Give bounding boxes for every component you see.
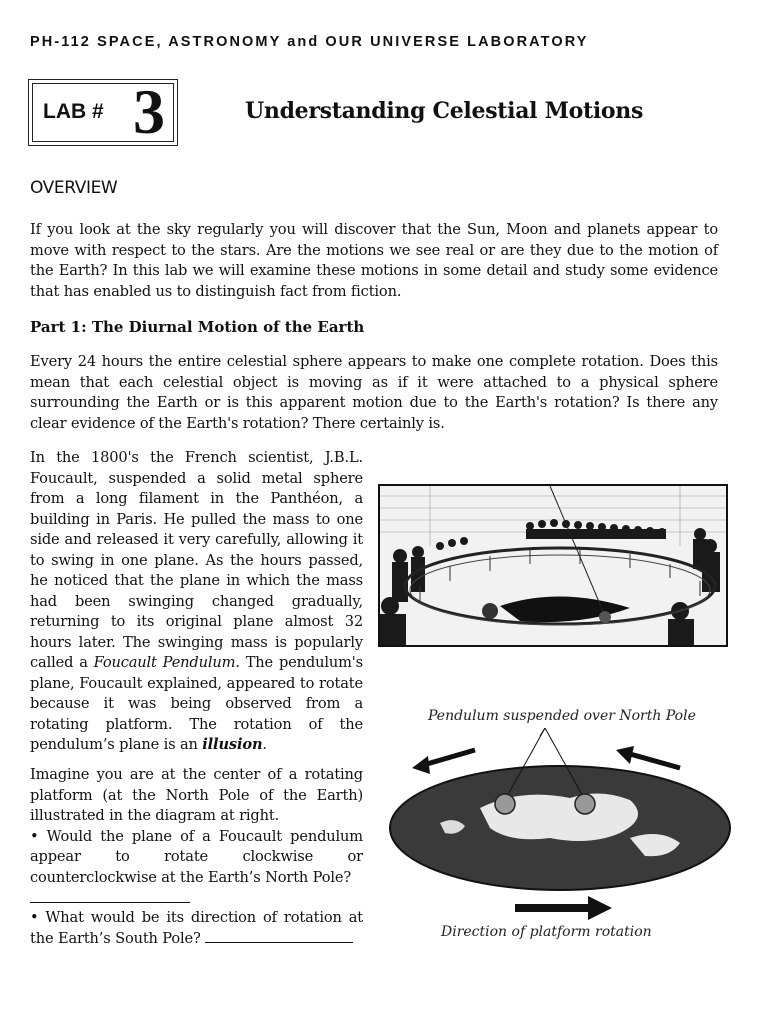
question-1: • Would the plane of a Foucault pendulum appear to rotate clockwise or counterclockwise at the Earth’s North Pole? [30,827,363,886]
answer-line-1[interactable] [30,888,363,908]
pantheon-pendulum-illustration [378,484,728,647]
part1-intro: Every 24 hours the entire celestial sphere appears to make one complete rotation. Does this mean that each celestial object is moving as if it were attached to a physical sphere surrounding the Earth or is this apparent motion due to the Earth's rotation? Is there any clear evidence of the Earth's rotation? There certainly is. [30,353,718,432]
right-arrow [616,746,680,768]
questions-block [30,765,363,949]
part1-heading: Part 1: The Diurnal Motion of the Earth [30,318,365,336]
imagine-text: Imagine you are at the center of a rotating platform (at the North Pole of the Earth) illustrated in the diagram at right. [30,766,363,824]
question-2: • What would be its direction of rotation at the Earth’s South Pole? [30,909,363,947]
north-pole-pendulum-diagram [380,728,735,928]
bottom-arrow [515,896,612,920]
overview-heading: OVERVIEW [30,178,118,198]
lab-number-box [28,76,178,147]
illusion-term: illusion [202,736,263,753]
left-arrow [412,750,475,774]
overview-text: If you look at the sky regularly you will discover that the Sun, Moon and planets appear to move with respect to the stars. Are the motions we see real or are they due to the motion of the Earth? In this lab we will examine these motions in some detail and study some evidence that has enabled us to distinguish fact from fiction. [30,221,718,300]
foucault-paragraph: In the 1800's the French scientist, J.B.L. Foucault, suspended a solid metal sphere from a long filament in the Panthéon, a building in Paris. He pulled the mass to one side and released it very carefully, allowing it to swing in one plane. As the hours passed, he noticed that the plane in which the mass had been swinging changed gradually, returning to its original plane almost 32 hours later. The swinging mass is popularly called a Foucault Pendulum. The pendulum's plane, Foucault explained, appeared to rotate because it was being observed from a rotating platform. The rotation of the pendulum’s plane is an illusion. [30,449,363,753]
answer-line-2[interactable] [205,929,353,943]
lab-label: LAB # [43,100,104,123]
course-header: PH-112 SPACE, ASTRONOMY and OUR UNIVERSE LABORATORY [30,34,589,50]
pendulum-bob [495,794,515,814]
diagram-caption-top: Pendulum suspended over North Pole [428,708,696,724]
diagram-caption-bottom: Direction of platform rotation [441,924,652,940]
pendulum-bob [575,794,595,814]
lab-number: 3 [133,76,165,147]
foucault-term: Foucault Pendulum [93,654,236,671]
lab-title: Understanding Celestial Motions [245,98,644,124]
